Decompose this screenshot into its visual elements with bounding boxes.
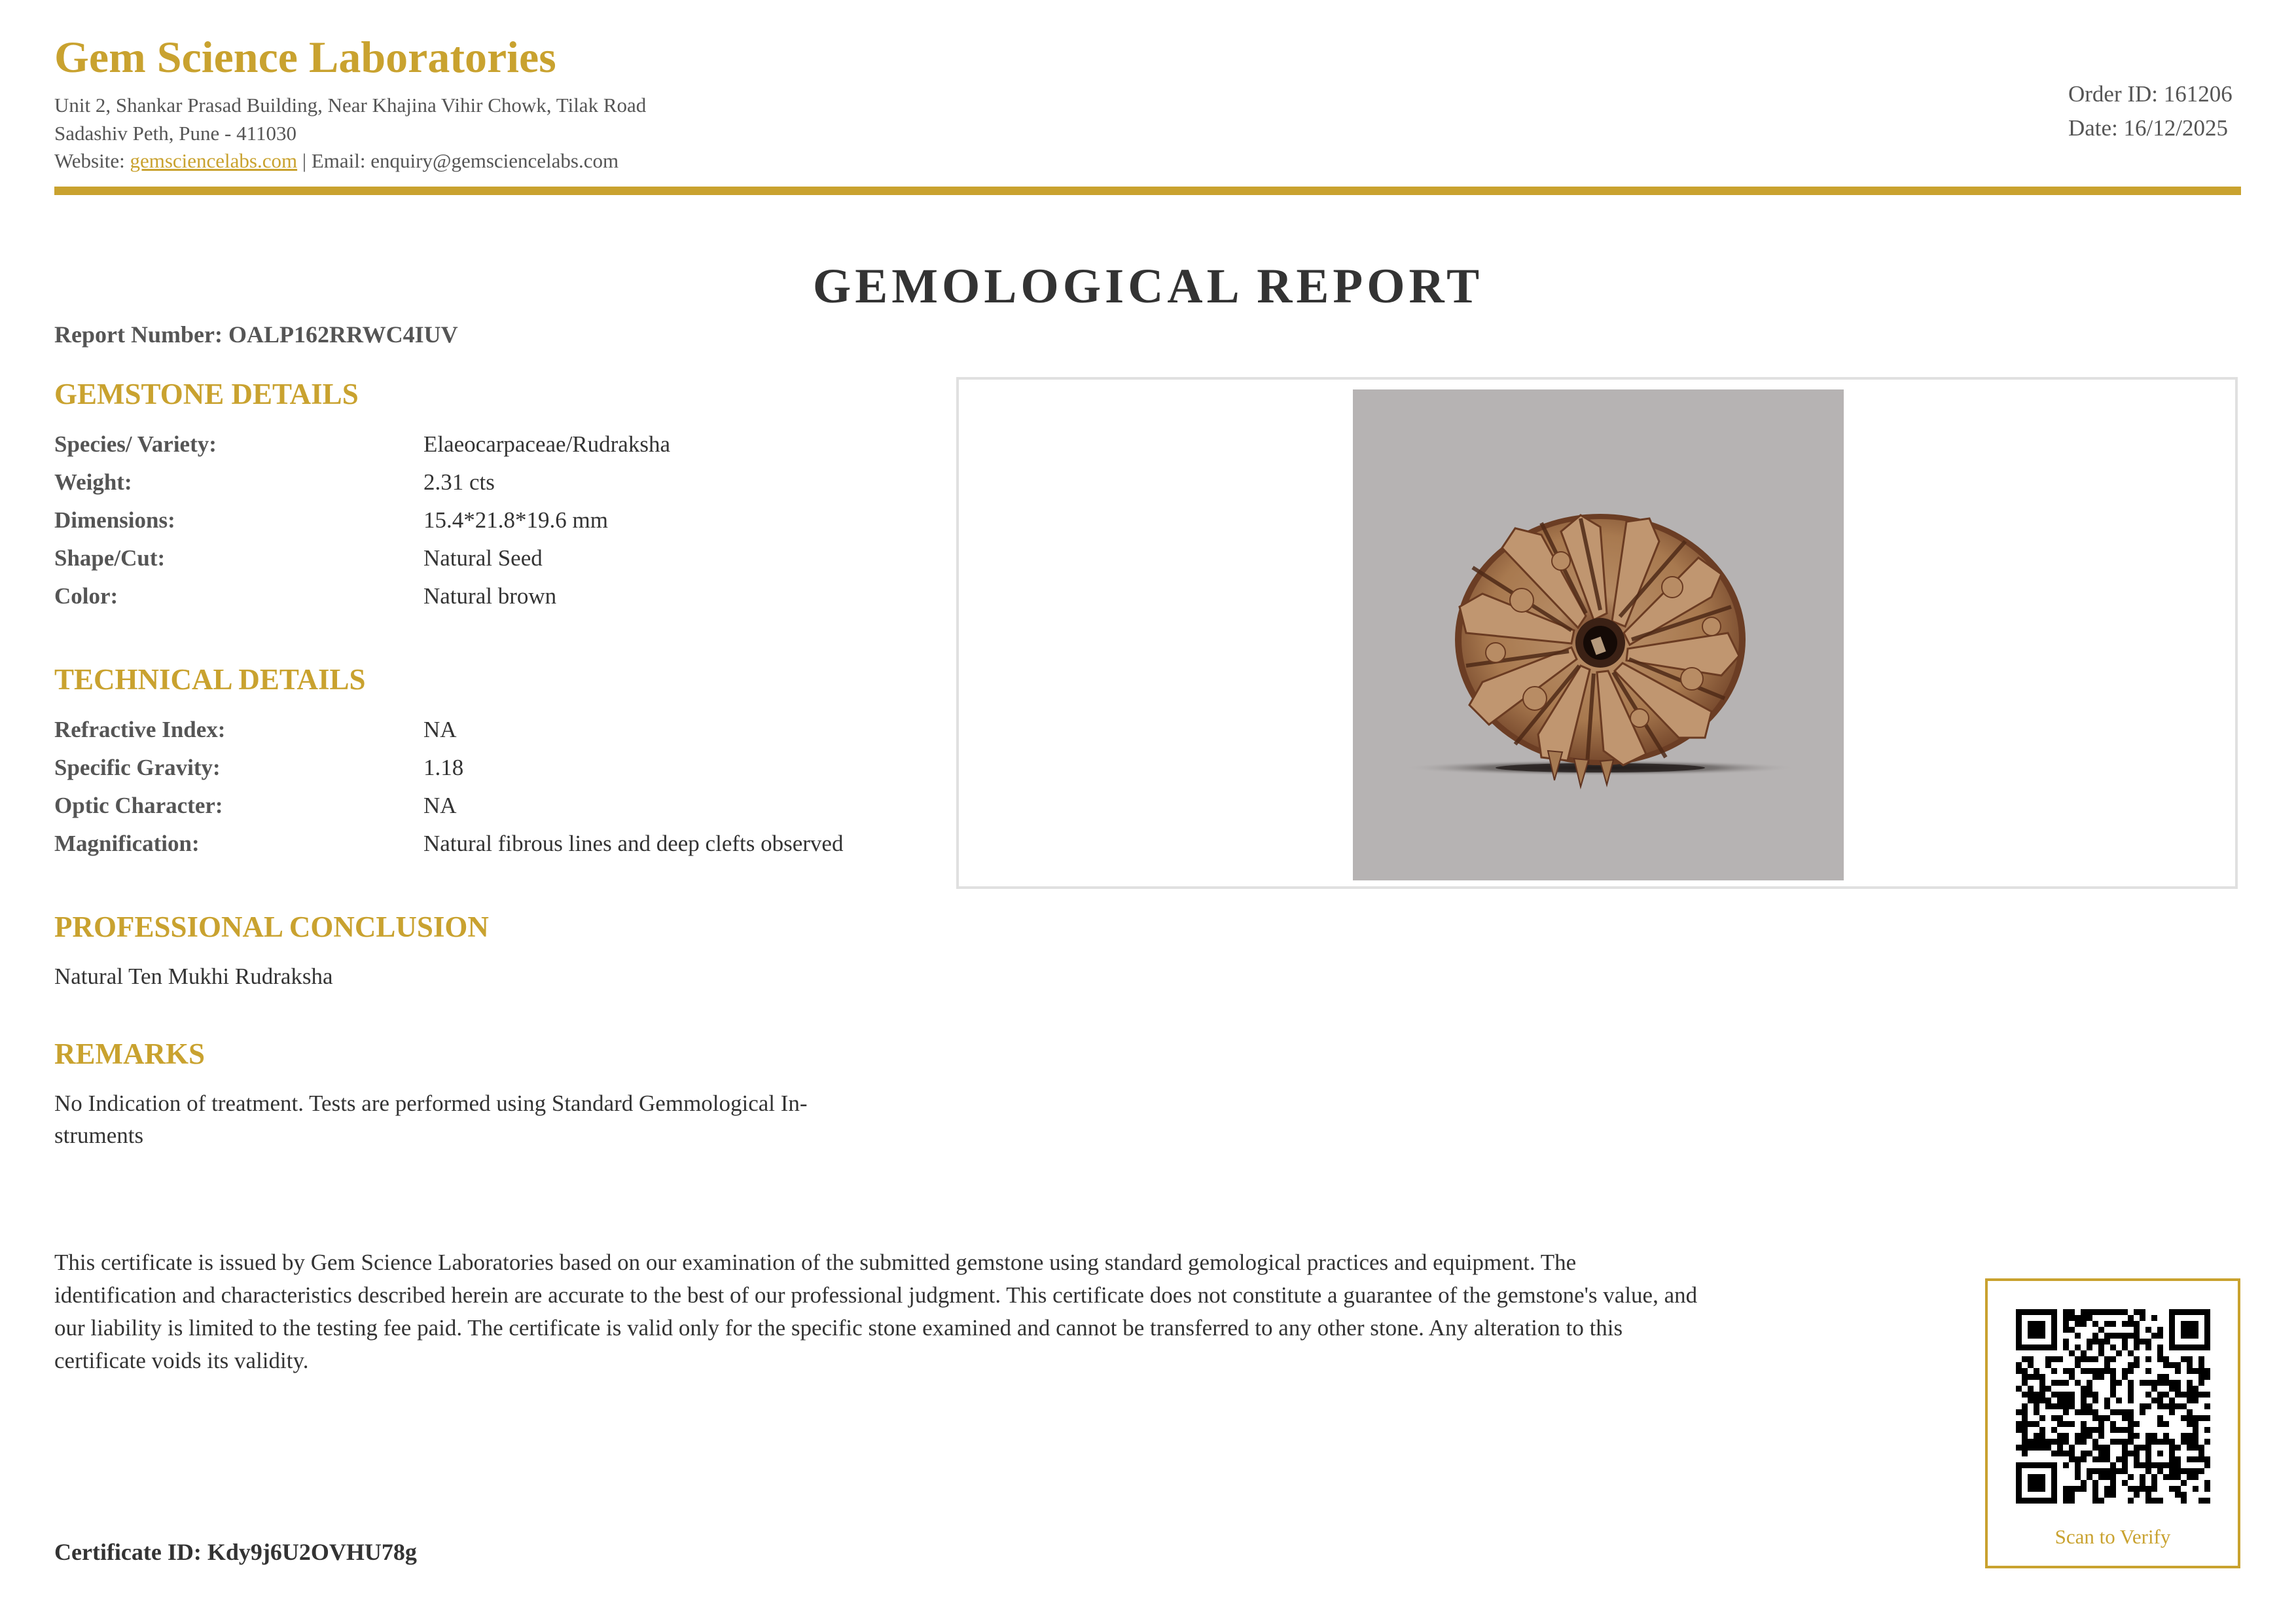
detail-row-color: [54, 577, 944, 615]
detail-label: Optic Character:: [54, 793, 223, 818]
remarks-line-2: struments: [54, 1123, 144, 1148]
gemstone-details-heading: GEMSTONE DETAILS: [54, 378, 359, 410]
detail-value: Natural Seed: [423, 545, 543, 571]
header-divider: [54, 187, 2241, 195]
detail-value: 15.4*21.8*19.6 mm: [423, 507, 608, 533]
address-line-1: Unit 2, Shankar Prasad Building, Near Khajina Vihir Chowk, Tilak Road: [54, 94, 647, 117]
detail-label: Weight:: [54, 469, 132, 495]
detail-value: 1.18: [423, 755, 464, 780]
detail-label: Magnification:: [54, 831, 200, 856]
detail-value: NA: [423, 793, 457, 818]
detail-value: Natural fibrous lines and deep clefts observed: [423, 831, 844, 856]
report-date: Date: 16/12/2025: [2068, 115, 2228, 141]
detail-value: 2.31 cts: [423, 469, 495, 495]
contact-separator: |: [297, 149, 312, 172]
remarks-text: [54, 1087, 808, 1151]
technical-details-heading: TECHNICAL DETAILS: [54, 663, 366, 696]
disclaimer-text: This certificate is issued by Gem Science Laboratories based on our examination of the submitted gemstone using standard gemological practices and equipment. The identification and characteristics described herein are accurate to the best of our professional judgment. This certificate does not constitute a guarantee of the gemstone's value, and our liability is limited to the testing fee paid. The certificate is valid only for the specific stone examined and cannot be transferred to any other stone. Any alteration to this certificate voids its validity.: [54, 1250, 1698, 1373]
detail-label: Color:: [54, 583, 118, 609]
certificate-id: Certificate ID: Kdy9j6U2OVHU78g: [54, 1539, 417, 1565]
order-id: Order ID: 161206: [2068, 81, 2233, 107]
detail-row-optic-character: [54, 787, 944, 825]
contact-line: [54, 151, 619, 171]
report-number: Report Number: OALP162RRWC4IUV: [54, 321, 458, 348]
email-text: Email: enquiry@gemsciencelabs.com: [311, 149, 619, 172]
detail-row-weight: [54, 463, 944, 501]
detail-value: NA: [423, 717, 457, 742]
website-label: Website:: [54, 149, 130, 172]
rudraksha-bead-icon: [1353, 389, 1844, 880]
detail-label: Dimensions:: [54, 507, 175, 533]
order-info: [2068, 77, 2245, 145]
remarks-heading: REMARKS: [54, 1038, 206, 1070]
detail-value: Elaeocarpaceae/Rudraksha: [423, 431, 670, 457]
detail-label: Species/ Variety:: [54, 431, 217, 457]
detail-row-dimensions: [54, 501, 944, 539]
detail-label: Shape/Cut:: [54, 545, 166, 571]
gem-photo: [1353, 389, 1844, 880]
detail-value: Natural brown: [423, 583, 557, 609]
remarks-line-1: No Indication of treatment. Tests are performed using Standard Gemmological In-: [54, 1091, 808, 1116]
qr-caption: Scan to Verify: [2054, 1525, 2171, 1548]
qr-code-icon[interactable]: [2016, 1309, 2210, 1504]
address-line-2: Sadashiv Peth, Pune - 411030: [54, 122, 296, 145]
detail-row-species: [54, 425, 944, 463]
detail-label: Specific Gravity:: [54, 755, 221, 780]
detail-row-magnification: [54, 825, 944, 863]
website-link[interactable]: gemsciencelabs.com: [130, 149, 298, 172]
conclusion-text: Natural Ten Mukhi Rudraksha: [54, 964, 333, 989]
detail-row-specific-gravity: [54, 749, 944, 787]
lab-name: Gem Science Laboratories: [54, 32, 556, 82]
detail-label: Refractive Index:: [54, 717, 226, 742]
conclusion-heading: PROFESSIONAL CONCLUSION: [54, 911, 489, 943]
detail-row-refractive-index: [54, 711, 944, 749]
page-title: GEMOLOGICAL REPORT: [812, 259, 1484, 314]
detail-row-shape: [54, 539, 944, 577]
